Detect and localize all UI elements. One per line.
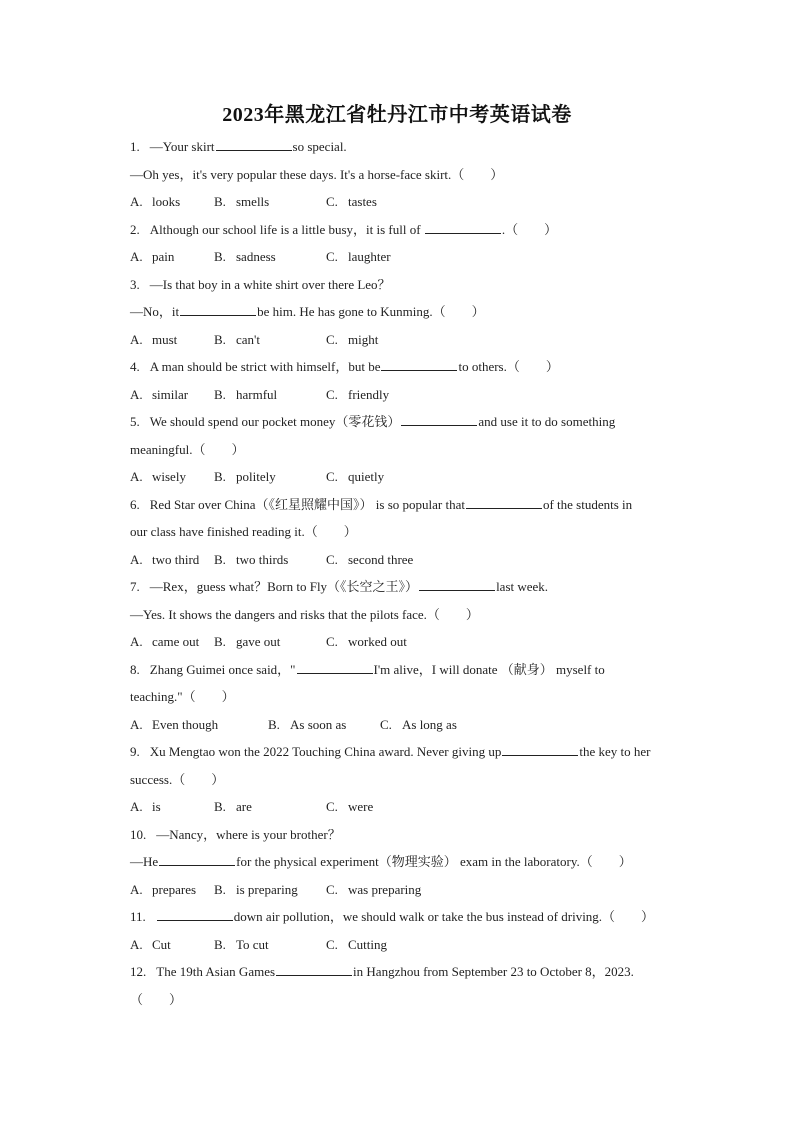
option-text: looks bbox=[152, 194, 181, 209]
option-label: C. bbox=[326, 799, 338, 814]
question-text: .（ ） bbox=[501, 221, 558, 237]
option-label: A. bbox=[130, 716, 143, 732]
question-stem bbox=[130, 659, 690, 687]
option-label: B. bbox=[214, 551, 226, 567]
question-text: meaningful.（ ） bbox=[130, 441, 245, 457]
option-a[interactable] bbox=[130, 631, 214, 653]
answer-blank[interactable] bbox=[157, 908, 233, 921]
option-label: A. bbox=[130, 249, 143, 264]
option-b[interactable] bbox=[214, 631, 326, 653]
option-a[interactable] bbox=[130, 329, 214, 351]
answer-blank[interactable] bbox=[419, 578, 495, 591]
answer-blank[interactable] bbox=[159, 853, 235, 866]
answer-blank[interactable] bbox=[180, 303, 256, 316]
option-c[interactable] bbox=[326, 246, 391, 268]
option-label: C. bbox=[326, 194, 338, 209]
option-label: C. bbox=[326, 881, 338, 897]
question-line bbox=[130, 769, 690, 797]
options-row bbox=[130, 246, 690, 274]
option-label: B. bbox=[214, 881, 226, 897]
options-row bbox=[130, 796, 690, 824]
options-row bbox=[130, 549, 690, 577]
question-line bbox=[130, 686, 690, 714]
question-text: —Your skirt bbox=[149, 139, 215, 154]
question-text: in Hangzhou from September 23 to October 8，2023. bbox=[353, 964, 634, 979]
option-label: A. bbox=[130, 551, 143, 567]
question-stem bbox=[130, 274, 690, 302]
option-text: Even though bbox=[152, 716, 219, 732]
answer-blank[interactable] bbox=[425, 221, 501, 234]
question-stem bbox=[130, 356, 690, 384]
question-stem bbox=[130, 741, 690, 769]
question-text: The 19th Asian Games bbox=[156, 964, 276, 979]
question-text: Zhang Guimei once said，" bbox=[149, 661, 296, 677]
question-text: We should spend our pocket money（零花钱） bbox=[149, 414, 401, 429]
option-label: B. bbox=[214, 249, 226, 264]
option-a[interactable] bbox=[130, 714, 268, 736]
question-stem bbox=[130, 576, 690, 604]
question-number: 9. bbox=[130, 744, 140, 759]
question-stem bbox=[130, 906, 690, 934]
question-text: （ ） bbox=[130, 991, 183, 1007]
options-row bbox=[130, 879, 690, 907]
question-text: Although our school life is a little busy，it is full of bbox=[149, 221, 424, 237]
option-text: wisely bbox=[152, 469, 186, 484]
option-c[interactable] bbox=[326, 329, 378, 351]
question-text: —Nancy，where is your brother？ bbox=[156, 826, 341, 842]
question-stem bbox=[130, 136, 690, 164]
option-a[interactable] bbox=[130, 191, 214, 213]
option-text: might bbox=[348, 331, 379, 347]
option-label: A. bbox=[130, 469, 143, 484]
question-stem bbox=[130, 411, 690, 439]
option-text: laughter bbox=[348, 249, 391, 264]
option-label: A. bbox=[130, 194, 143, 209]
question-number: 2. bbox=[130, 221, 140, 237]
option-b[interactable] bbox=[214, 796, 326, 818]
option-label: B. bbox=[268, 716, 280, 732]
option-text: came out bbox=[152, 634, 200, 649]
question-number: 4. bbox=[130, 359, 140, 374]
option-text: friendly bbox=[348, 386, 390, 402]
option-text: must bbox=[152, 331, 178, 347]
question-text: success.（ ） bbox=[130, 771, 225, 787]
option-c[interactable] bbox=[380, 714, 457, 736]
question-line bbox=[130, 989, 690, 1017]
option-b[interactable] bbox=[214, 329, 326, 351]
question-line bbox=[130, 851, 690, 879]
question-line bbox=[130, 521, 690, 549]
question-text: of the students in bbox=[542, 496, 633, 512]
question-text: —Yes. It shows the dangers and risks that the pilots face.（ ） bbox=[130, 606, 479, 622]
option-label: C. bbox=[326, 386, 338, 402]
question-stem bbox=[130, 824, 690, 852]
option-text: similar bbox=[152, 386, 189, 402]
option-label: C. bbox=[380, 716, 392, 732]
option-c[interactable] bbox=[326, 466, 384, 488]
option-b[interactable] bbox=[214, 191, 326, 213]
question-text: A man should be strict with himself，but be bbox=[149, 359, 381, 374]
option-label: C. bbox=[326, 936, 338, 952]
options-row bbox=[130, 384, 690, 412]
question-text: last week. bbox=[496, 579, 549, 594]
options-row bbox=[130, 466, 690, 494]
option-label: A. bbox=[130, 386, 143, 402]
option-label: B. bbox=[214, 386, 226, 402]
answer-blank[interactable] bbox=[466, 496, 542, 509]
option-text: second three bbox=[348, 551, 414, 567]
option-b[interactable] bbox=[268, 714, 380, 736]
option-text: sadness bbox=[236, 249, 276, 264]
question-number: 3. bbox=[130, 276, 140, 292]
option-c[interactable] bbox=[326, 796, 373, 818]
option-c[interactable] bbox=[326, 384, 389, 406]
option-text: were bbox=[348, 799, 374, 814]
option-c[interactable] bbox=[326, 191, 377, 213]
question-text: —Is that boy in a white shirt over there Leo？ bbox=[149, 276, 391, 292]
option-a[interactable] bbox=[130, 879, 214, 901]
option-c[interactable] bbox=[326, 631, 407, 653]
option-b[interactable] bbox=[214, 466, 326, 488]
option-label: B. bbox=[214, 194, 226, 209]
question-text: to others.（ ） bbox=[458, 359, 559, 374]
answer-blank[interactable] bbox=[216, 138, 292, 151]
answer-blank[interactable] bbox=[276, 963, 352, 976]
option-b[interactable] bbox=[214, 934, 326, 956]
question-text: our class have finished reading it.（ ） bbox=[130, 524, 357, 539]
answer-blank[interactable] bbox=[381, 358, 457, 371]
option-text: Cutting bbox=[348, 936, 388, 952]
option-text: gave out bbox=[236, 634, 281, 649]
question-text: be him. He has gone to Kunming.（ ） bbox=[257, 304, 485, 319]
question-number: 6. bbox=[130, 496, 140, 512]
option-b[interactable] bbox=[214, 246, 326, 268]
question-text: teaching."（ ） bbox=[130, 689, 235, 704]
question-text: down air pollution，we should walk or take the bus instead of driving.（ ） bbox=[233, 909, 655, 924]
question-number: 7. bbox=[130, 579, 140, 594]
option-a[interactable] bbox=[130, 384, 214, 406]
question-text: Xu Mengtao won the 2022 Touching China award. Never giving up bbox=[149, 744, 502, 759]
question-text: —He bbox=[130, 854, 159, 869]
option-label: B. bbox=[214, 799, 226, 814]
option-label: A. bbox=[130, 881, 143, 897]
option-c[interactable] bbox=[326, 934, 387, 956]
option-text: politely bbox=[236, 469, 276, 484]
question-number: 5. bbox=[130, 414, 140, 429]
option-text: harmful bbox=[236, 386, 278, 402]
option-label: A. bbox=[130, 799, 143, 814]
option-text: quietly bbox=[348, 469, 385, 484]
question-stem bbox=[130, 494, 690, 522]
option-text: pain bbox=[152, 249, 175, 264]
exam-title: 2023年黑龙江省牡丹江市中考英语试卷 bbox=[222, 104, 572, 126]
option-text: is bbox=[152, 799, 161, 814]
option-label: C. bbox=[326, 469, 338, 484]
question-text: Red Star over China（《红星照耀中国》） is so popular that bbox=[149, 496, 465, 512]
question-number: 10. bbox=[130, 826, 147, 842]
option-label: C. bbox=[326, 331, 338, 347]
option-text: worked out bbox=[348, 634, 407, 649]
option-text: tastes bbox=[348, 194, 377, 209]
option-a[interactable] bbox=[130, 549, 214, 571]
answer-blank[interactable] bbox=[502, 743, 578, 756]
option-text: As long as bbox=[402, 716, 457, 732]
question-list bbox=[130, 136, 690, 1016]
question-text: for the physical experiment（物理实验） exam in the laboratory.（ ） bbox=[236, 854, 632, 869]
option-text: smells bbox=[236, 194, 270, 209]
option-text: can't bbox=[236, 331, 260, 347]
option-c[interactable] bbox=[326, 549, 413, 571]
question-text: —No，it bbox=[130, 304, 180, 319]
answer-blank[interactable] bbox=[297, 661, 373, 674]
question-number: 8. bbox=[130, 661, 140, 677]
option-label: A. bbox=[130, 634, 143, 649]
option-label: A. bbox=[130, 331, 143, 347]
option-label: C. bbox=[326, 551, 338, 567]
question-number: 1. bbox=[130, 139, 140, 154]
answer-blank[interactable] bbox=[401, 413, 477, 426]
option-a[interactable] bbox=[130, 466, 214, 488]
options-row bbox=[130, 934, 690, 962]
question-stem bbox=[130, 219, 690, 247]
question-line bbox=[130, 164, 690, 192]
option-text: prepares bbox=[152, 881, 197, 897]
question-number: 12. bbox=[130, 964, 147, 979]
option-text: Cut bbox=[152, 936, 171, 952]
option-label: A. bbox=[130, 936, 143, 952]
options-row bbox=[130, 714, 690, 742]
option-a[interactable] bbox=[130, 934, 214, 956]
question-text: —Oh yes，it's very popular these days. It's a horse-face skirt.（ ） bbox=[130, 166, 504, 182]
option-c[interactable] bbox=[326, 879, 421, 901]
option-label: C. bbox=[326, 634, 338, 649]
option-a[interactable] bbox=[130, 796, 214, 818]
question-text: the key to her bbox=[579, 744, 651, 759]
option-a[interactable] bbox=[130, 246, 214, 268]
option-text: was preparing bbox=[348, 881, 422, 897]
options-row bbox=[130, 631, 690, 659]
option-text: are bbox=[236, 799, 252, 814]
option-text: To cut bbox=[236, 936, 269, 952]
question-text: and use it to do something bbox=[478, 414, 616, 429]
option-b[interactable] bbox=[214, 384, 326, 406]
option-text: two third bbox=[152, 551, 200, 567]
question-line bbox=[130, 439, 690, 467]
option-label: B. bbox=[214, 331, 226, 347]
question-line bbox=[130, 604, 690, 632]
question-text: I'm alive，I will donate （献身） myself to bbox=[373, 661, 605, 677]
question-text: —Rex，guess what？Born to Fly（《长空之王》） bbox=[149, 579, 419, 594]
option-text: is preparing bbox=[236, 881, 298, 897]
option-b[interactable] bbox=[214, 549, 326, 571]
option-text: two thirds bbox=[236, 551, 289, 567]
option-label: B. bbox=[214, 469, 226, 484]
option-b[interactable] bbox=[214, 879, 326, 901]
option-label: B. bbox=[214, 634, 226, 649]
options-row bbox=[130, 191, 690, 219]
question-stem bbox=[130, 961, 690, 989]
option-label: C. bbox=[326, 249, 338, 264]
option-label: B. bbox=[214, 936, 226, 952]
option-text: As soon as bbox=[290, 716, 347, 732]
question-number: 11. bbox=[130, 909, 146, 924]
question-line bbox=[130, 301, 690, 329]
question-text: so special. bbox=[292, 139, 347, 154]
options-row bbox=[130, 329, 690, 357]
